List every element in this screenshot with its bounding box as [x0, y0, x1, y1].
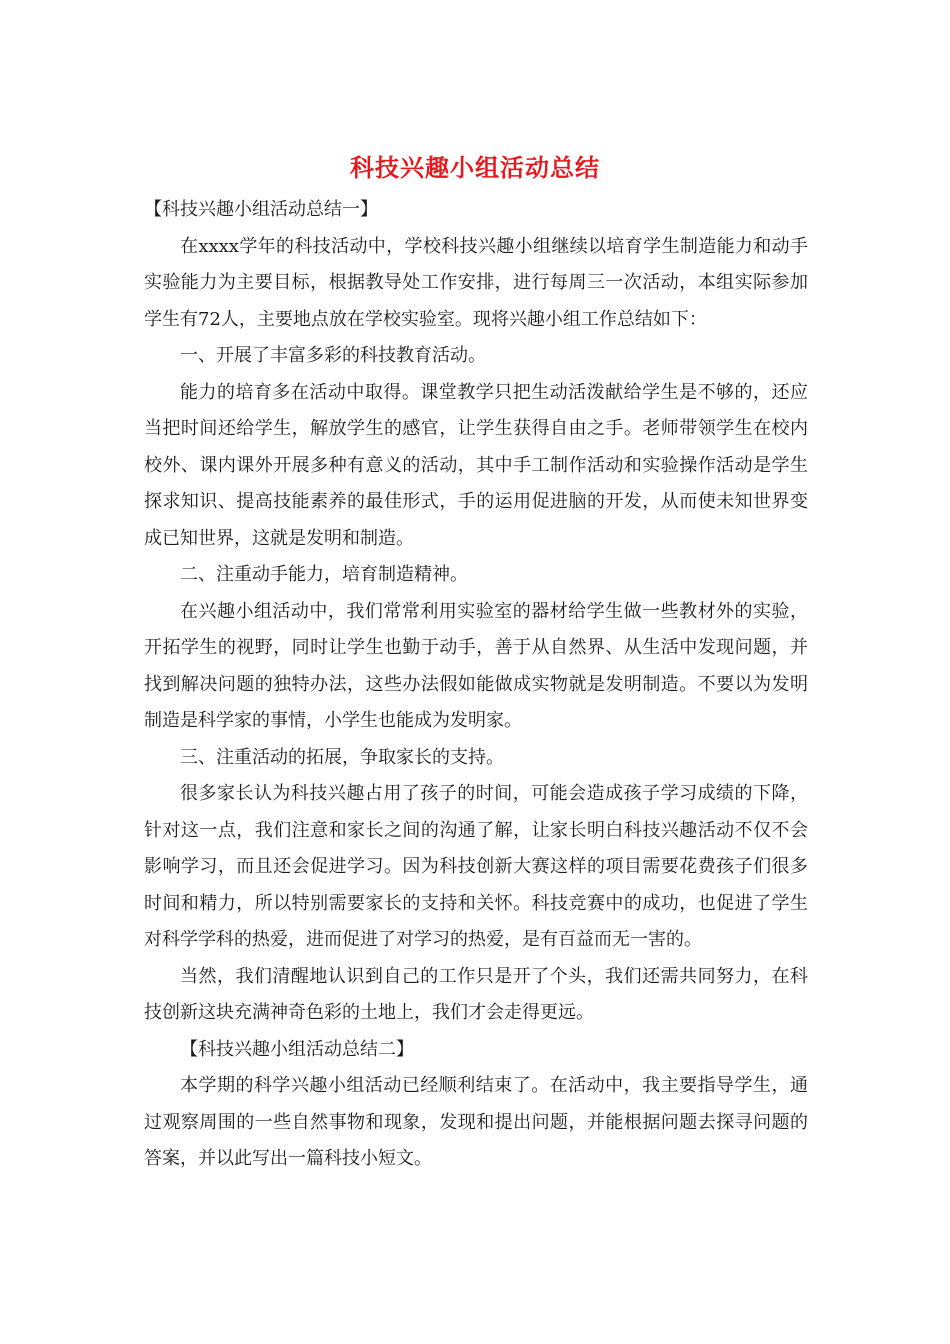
- paragraph-intro: 在xxxx学年的科技活动中，学校科技兴趣小组继续以培育学生制造能力和动手实验能力为主要目标，根据教导处工作安排，进行每周三一次活动，本组实际参加学生有72人，主要地点放在学校实验室。现将兴趣小组工作总结如下：: [144, 235, 808, 330]
- subheading-1: 一、开展了丰富多彩的科技教育活动。: [180, 345, 486, 366]
- section-heading-2: 【科技兴趣小组活动总结二】: [180, 1038, 414, 1060]
- paragraph-2: 在兴趣小组活动中，我们常常利用实验室的器材给学生做一些教材外的实验，开拓学生的视野，同时让学生也勤于动手，善于从自然界、从生活中发现问题，并找到解决问题的独特办法，这些办法假如能做成实物就是发明制造。不要以为发明制造是科学家的事情，小学生也能成为发明家。: [144, 600, 808, 731]
- subheading-3: 三、注重活动的拓展，争取家长的支持。: [180, 746, 504, 768]
- paragraph-4: 当然，我们清醒地认识到自己的工作只是开了个头，我们还需共同努力，在科技创新这块充满神奇色彩的土地上，我们才会走得更远。: [144, 965, 808, 1023]
- paragraph-3: 很多家长认为科技兴趣占用了孩子的时间，可能会造成孩子学习成绩的下降，针对这一点，我们注意和家长之间的沟通了解，让家长明白科技兴趣活动不仅不会影响学习，而且还会促进学习。因为科技创新大赛这样的项目需要花费孩子们很多时间和精力，所以特别需要家长的支持和关怀。科技竞赛中的成功，也促进了学生对科学学科的热爱，进而促进了对学习的热爱，是有百益而无一害的。: [144, 783, 808, 950]
- subheading-2: 二、注重动手能力，培育制造精神。: [180, 564, 468, 585]
- section-heading-1: 【科技兴趣小组活动总结一】: [144, 199, 378, 220]
- document-title: 科技兴趣小组活动总结: [350, 153, 600, 182]
- paragraph-1: 能力的培育多在活动中取得。课堂教学只把生动活泼献给学生是不够的，还应当把时间还给学生，解放学生的感官，让学生获得自由之手。老师带领学生在校内校外、课内课外开展多种有意义的活动，其中手工制作活动和实验操作活动是学生探求知识、提高技能素养的最佳形式，手的运用促进脑的开发，从而使未知世界变成已知世界，这就是发明和制造。: [144, 381, 808, 549]
- document-body: [144, 192, 808, 1178]
- paragraph-5: 本学期的科学兴趣小组活动已经顺利结束了。在活动中，我主要指导学生，通过观察周围的一些自然事物和现象，发现和提出问题，并能根据问题去探寻问题的答案，并以此写出一篇科技小短文。: [144, 1075, 808, 1169]
